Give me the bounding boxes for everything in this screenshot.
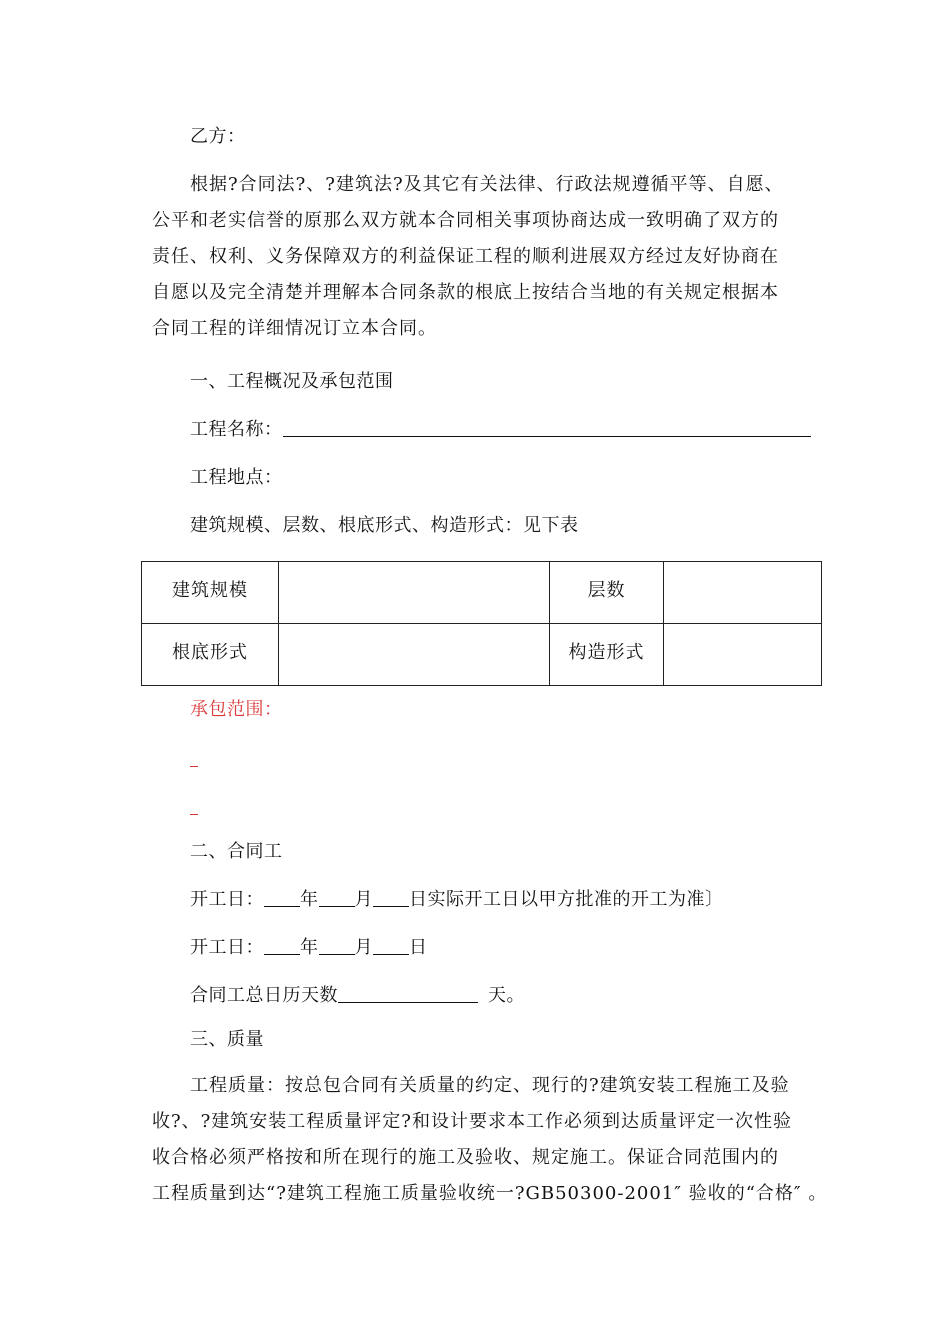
building-info-label: 建筑规模、层数、根底形式、构造形式：见下表 [190,515,579,536]
day-field-1[interactable] [373,888,409,907]
month-label: 月 [354,937,373,958]
scope-label: 承包范围： [190,699,283,720]
intro-line-5: 合同工程的详细情况订立本合同。 [152,318,437,339]
scope-line-2[interactable] [190,814,198,815]
start-date-row-2 [190,936,428,960]
project-location-label: 工程地点： [190,467,283,488]
day-label: 日 [409,937,428,958]
total-days-unit: 天。 [488,985,525,1006]
table-cell-building-scale-label: 建筑规模 [142,562,279,624]
total-days-row [190,984,525,1008]
month-field-2[interactable] [319,936,355,955]
day-field-2[interactable] [373,936,409,955]
building-info-table [141,561,822,686]
quality-line-4: 工程质量到达“?建筑工程施工质量验收统一?GB50300-2001″ 验收的“合格″ 。 [152,1183,828,1204]
section2-heading: 二、合同工 [190,841,283,862]
quality-line-2: 收?、?建筑安装工程质量评定?和设计要求本工作必须到达质量评定一次性验 [152,1111,792,1132]
table-cell-building-scale-value[interactable] [279,562,550,624]
party-b-label: 乙方： [190,126,246,147]
table-cell-floors-value[interactable] [664,562,822,624]
year-field-1[interactable] [264,888,300,907]
start-date-row-1 [190,888,724,912]
quality-line-1: 工程质量：按总包合同有关质量的约定、现行的?建筑安装工程施工及验 [190,1075,790,1096]
total-days-label: 合同工总日历天数 [190,985,338,1006]
table-cell-foundation-value[interactable] [279,624,550,686]
quality-paragraph [152,1068,828,1212]
project-name-label: 工程名称： [190,419,283,440]
project-name-field[interactable] [283,418,811,437]
project-name-row [190,418,811,442]
start-date-label-2: 开工日： [190,937,264,958]
intro-line-1: 根据?合同法?、?建筑法?及其它有关法律、行政法规遵循平等、自愿、 [190,174,784,195]
table-cell-foundation-label: 根底形式 [142,624,279,686]
scope-line-1[interactable] [190,766,198,767]
intro-paragraph [152,167,792,347]
year-label: 年 [300,937,319,958]
month-label: 月 [354,889,373,910]
intro-line-2: 公平和老实信誉的原那么双方就本合同相关事项协商达成一致明确了双方的 [152,210,779,231]
month-field-1[interactable] [319,888,355,907]
intro-line-3: 责任、权利、义务保障双方的利益保证工程的顺利进展双方经过友好协商在 [152,246,779,267]
quality-line-3: 收合格必须严格按和所在现行的施工及验收、规定施工。保证合同范围内的 [152,1147,779,1168]
intro-line-4: 自愿以及完全清楚并理解本合同条款的根底上按结合当地的有关规定根据本 [152,282,779,303]
start-date-label-1: 开工日： [190,889,264,910]
section1-heading: 一、工程概况及承包范围 [190,371,394,392]
start-date-note: 实际开工日以甲方批准的开工为准〕 [427,889,724,910]
table-cell-structure-label: 构造形式 [550,624,664,686]
table-row [142,562,822,624]
table-cell-floors-label: 层数 [550,562,664,624]
year-field-2[interactable] [264,936,300,955]
section3-heading: 三、质量 [190,1029,264,1050]
table-cell-structure-value[interactable] [664,624,822,686]
day-label: 日 [409,889,428,910]
total-days-field[interactable] [338,984,478,1003]
table-row [142,624,822,686]
year-label: 年 [300,889,319,910]
